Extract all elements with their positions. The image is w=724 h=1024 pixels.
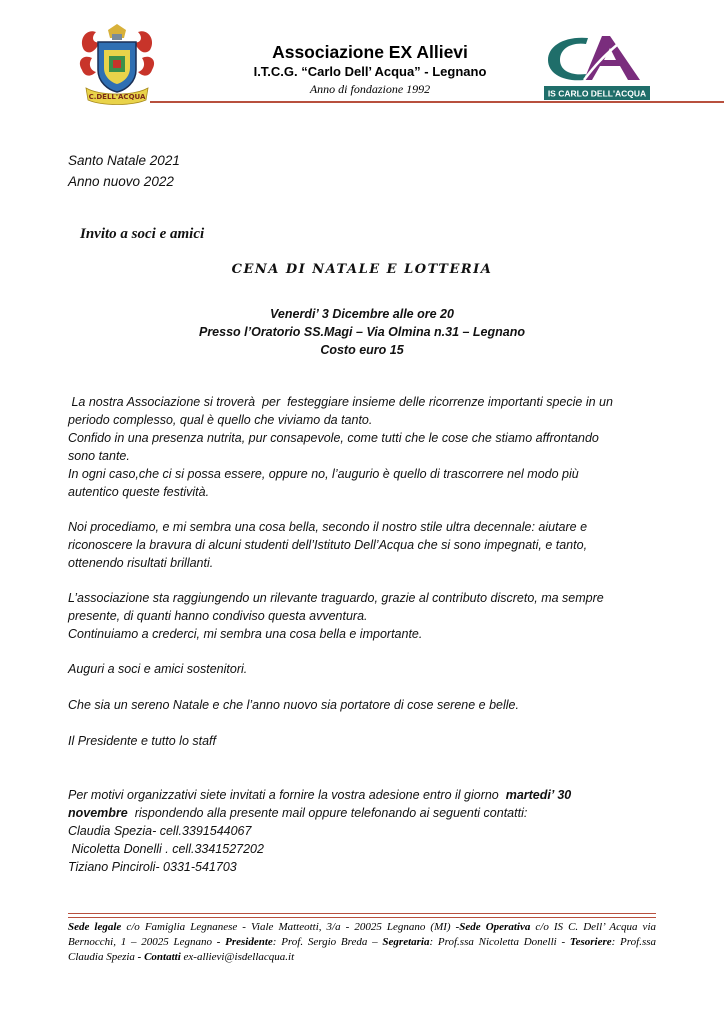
rsvp-text: rispondendo alla presente mail oppure telefonando ai seguenti contatti: <box>127 806 528 820</box>
contact-claudia: Claudia Spezia- cell.3391544067 <box>68 824 252 838</box>
paragraph-line: Noi procediamo, e mi sembra una cosa bella, secondo il nostro stile ultra decennale: aiutare e <box>68 520 588 534</box>
paragraph-line: autentico queste festività. <box>68 485 210 499</box>
footer-text: c/o Famiglia Legnanese - <box>121 921 251 933</box>
rsvp-line-2 <box>68 804 668 822</box>
paragraph-christmas-wish: Che sia un sereno Natale e che l’anno nuovo sia portatore di cose serene e belle. <box>68 698 519 712</box>
organization-name: Associazione EX Allievi <box>272 42 468 62</box>
footer-label: Tesoriere <box>569 936 612 948</box>
footer-label: -Sede Operativa <box>455 921 531 933</box>
paragraph-line: periodo complesso, qual è quello che viviamo da tanto. <box>68 413 373 427</box>
paragraph-line: riconoscere la bravura di alcuni studenti dell’Istituto Dell’Acqua che si sono impegnati, e tanto, <box>68 538 588 552</box>
paragraph-line: presente, di quanti hanno condiviso questa avventura. <box>68 609 368 623</box>
greeting-new-year: Anno nuovo 2022 <box>68 174 174 189</box>
footer-info <box>68 920 659 965</box>
association-crest-logo <box>76 20 158 106</box>
paragraph-intro <box>68 393 658 501</box>
rsvp-deadline: martedi’ 30 <box>505 788 572 802</box>
footer-divider <box>68 917 656 918</box>
footer-label: Segretaria <box>382 936 430 948</box>
rsvp-line-1 <box>68 786 668 804</box>
contact-nicoletta: Nicoletta Donelli . cell.3341527202 <box>68 842 264 856</box>
school-logo <box>544 34 650 104</box>
paragraph-milestone <box>68 589 658 643</box>
paragraph-students <box>68 518 658 572</box>
paragraph-line: Continuiamo a crederci, mi sembra una cosa bella e importante. <box>68 627 423 641</box>
event-title: CENA DI NATALE E LOTTERIA <box>231 262 493 277</box>
footer-text: c/o IS C. Dell’ Acqua via Bernocchi, 1 – 20025 Legnano <box>68 921 659 948</box>
paragraph-line: In ogni caso,che ci si possa essere, oppure no, l’augurio è quello di trascorrere nel modo più <box>68 467 579 481</box>
rsvp-deadline-month: novembre <box>68 806 128 820</box>
footer-address: Viale Matteotti, 3/a - 20025 Legnano (MI) <box>251 921 456 933</box>
rsvp-section <box>68 786 668 876</box>
paragraph-line: sono tante. <box>68 449 130 463</box>
paragraph-line: L’associazione sta raggiungendo un rilevante traguardo, grazie al contributo discreto, ma sempre <box>68 591 604 605</box>
school-logo-text: IS CARLO DELL'ACQUA <box>547 88 647 99</box>
event-cost: Costo euro 15 <box>320 343 404 357</box>
paragraph-line: ottenendo risultati brillanti. <box>68 556 214 570</box>
crest-banner-text: C.DELL'ACQUA <box>88 93 146 101</box>
footer-text: : Prof.ssa Nicoletta Donelli - <box>429 936 570 948</box>
signature-line: Il Presidente e tutto lo staff <box>68 734 216 748</box>
footer-text: : Prof.ssa Claudia Spezia <box>68 936 659 963</box>
founded-year: Anno di fondazione 1992 <box>309 82 431 96</box>
paragraph-line: Confido in una presenza nutrita, pur consapevole, come tutti che le cose che stiamo affrontando <box>68 431 599 445</box>
footer-divider <box>68 913 656 914</box>
rsvp-text: Per motivi organizzativi siete invitati a fornire la vostra adesione entro il giorno <box>68 788 506 802</box>
event-date: Venerdi’ 3 Dicembre alle ore 20 <box>270 307 454 321</box>
invite-heading: Invito a soci e amici <box>80 226 205 242</box>
footer-email: ex-allievi@isdellacqua.it <box>180 951 295 963</box>
footer-label: - Contatti <box>137 951 181 963</box>
paragraph-wishes: Auguri a soci e amici sostenitori. <box>68 662 248 676</box>
header-divider <box>150 101 724 103</box>
event-place: Presso l’Oratorio SS.Magi – Via Olmina n.31 – Legnano <box>198 325 526 339</box>
footer-text: : Prof. Sergio Breda – <box>272 936 383 948</box>
greeting-christmas: Santo Natale 2021 <box>68 153 180 168</box>
footer-label: - Presidente <box>216 936 273 948</box>
footer-label: Sede legale <box>68 921 122 933</box>
paragraph-line: La nostra Associazione si troverà per festeggiare insieme delle ricorrenze importanti specie in un <box>68 395 613 409</box>
contact-tiziano: Tiziano Pinciroli- 0331-541703 <box>68 860 237 874</box>
school-name: I.T.C.G. “Carlo Dell’ Acqua” - Legnano <box>253 64 487 79</box>
